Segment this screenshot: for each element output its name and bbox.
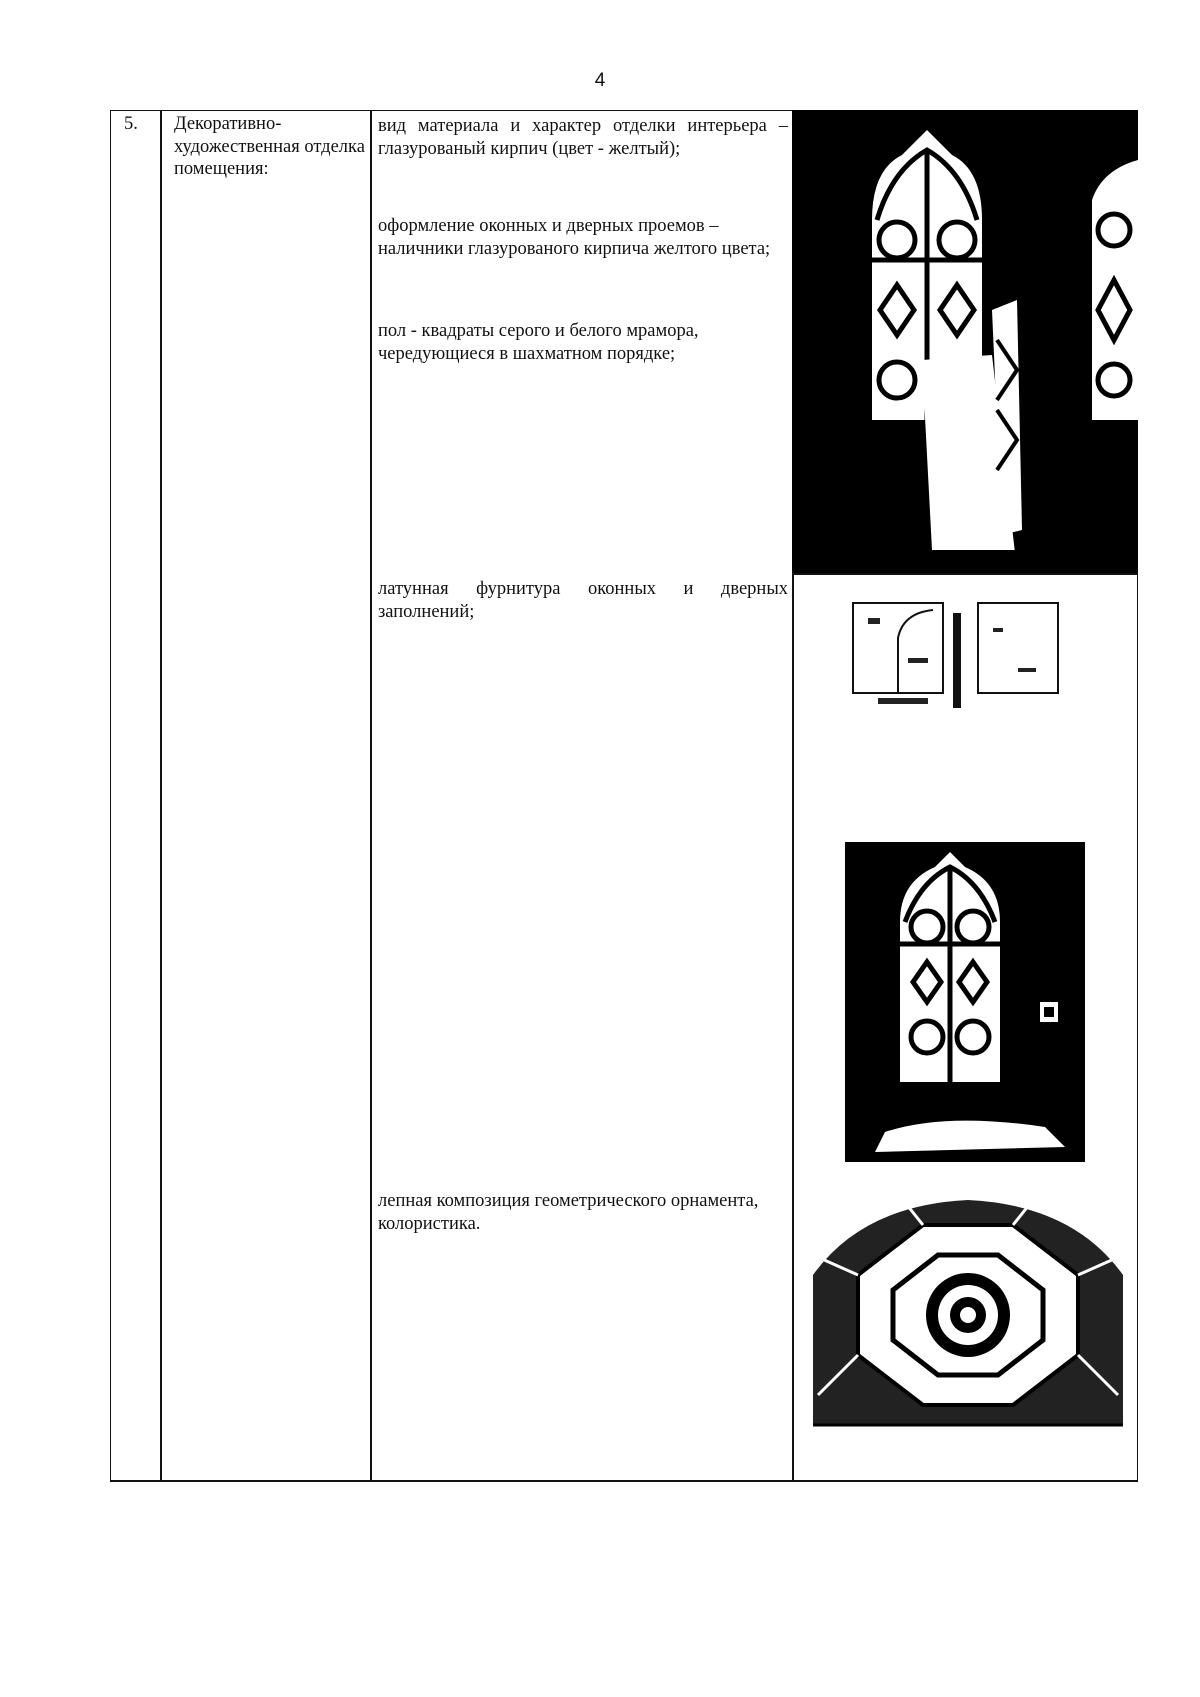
item-openings: оформление оконных и дверных проемов – наличники глазурованого кирпича желтого цвета; — [378, 216, 771, 259]
item-material: вид материала и характер отделки интерьера – глазурованый кирпич (цвет - желтый); — [378, 116, 788, 159]
item-brass-fittings: латунная фурнитура оконных и дверных заполнений; — [378, 579, 788, 622]
column-divider-1 — [160, 110, 162, 1482]
column-divider-2 — [370, 110, 372, 1482]
arched-window-photo — [845, 842, 1085, 1162]
page-number: 4 — [594, 70, 606, 91]
photo-cell-divider — [792, 573, 1138, 575]
brass-fittings-photo — [848, 598, 1078, 723]
row-number: 5. — [124, 114, 138, 134]
item-floor: пол - квадраты серого и белого мрамора, чередующиеся в шахматном порядке; — [378, 321, 699, 364]
row-title: Декоративно-художественная отделка помещения: — [174, 114, 365, 179]
window-interior-photo — [792, 110, 1138, 573]
stucco-ceiling-photo — [803, 1195, 1133, 1427]
item-stucco: лепная композиция геометрического орнамента, колористика. — [378, 1191, 759, 1234]
